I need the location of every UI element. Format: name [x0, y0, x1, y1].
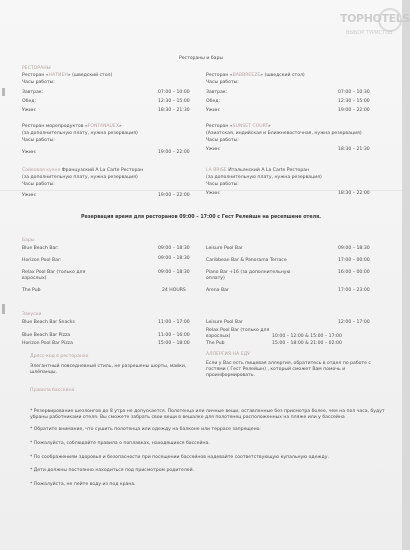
- snacks-heading: Закуски: [22, 312, 42, 317]
- page-title: Рестораны и бары: [178, 56, 224, 61]
- bar-name-cont: взрослых): [22, 276, 47, 281]
- margin-ink-mark: [2, 88, 5, 96]
- meal-label: Завтрак:: [206, 90, 228, 95]
- bar-hours: 24 HOURS: [162, 288, 186, 293]
- pool-rules-heading: Правила бассейна: [30, 388, 75, 393]
- bar-name: Caribbean Bar & Panorama Terrace: [206, 258, 287, 263]
- bar-hours: 17:00 – 23:00: [338, 288, 370, 293]
- pool-rule: * Резервирование шезлонгов до 8 утра не допускается. Полотенца или личные вещи, оставленные без присмотра более, чем на пол часа, будут: [30, 409, 385, 414]
- snack-name: Horizon Pool Bar Pizza: [22, 341, 73, 346]
- bar-name: Relax Pool Bar (только для: [22, 270, 86, 275]
- hours-label: Часы работы:: [206, 138, 239, 143]
- meal-label: Обед:: [206, 99, 220, 104]
- pool-rule-cont: убраны работниками отеля. Вы сможете забрать свои вещи в вешалке для полотенец расположенных на пляже или у бассейна: [30, 415, 345, 420]
- bar-name: Piano Bar +16 (за дополнительную: [206, 270, 291, 275]
- meal-time: 19:00 – 22:00: [158, 150, 190, 155]
- pool-rule: * Пожалуйста, соблюдайте правила о поплавках, находящихся бассейна.: [30, 441, 210, 446]
- restaurant-note: (за дополнительную плату, нужна резервация): [206, 175, 322, 180]
- allergy-text: проинформировать.: [206, 373, 255, 378]
- bar-hours: 09:00 – 18:30: [338, 246, 370, 251]
- snack-name-cont: взрослых): [206, 334, 231, 339]
- hours-label: Часы работы:: [206, 182, 239, 187]
- bar-hours: 16:00 – 00:00: [338, 270, 370, 275]
- snack-hours: 12:00 – 17:00: [338, 320, 370, 325]
- meal-label: Обед:: [22, 99, 36, 104]
- restaurant-name: Ресторан «НАТИЕН» (шведский стол): [22, 73, 113, 78]
- meal-time: 19:00 – 22:00: [338, 108, 370, 113]
- meal-label: Ужин:: [206, 147, 221, 152]
- restaurant-name: Ресторан «SUNSET COURT»: [206, 124, 271, 129]
- bar-hours: 09:00 – 18:30: [158, 256, 190, 261]
- restaurant-note: (за дополнительную плату, нужна резервация): [22, 131, 138, 136]
- allergy-text: гостями ( Гест Релейшн) , который сможет Вам помочь и: [206, 367, 346, 372]
- tophotels-watermark-logo: [340, 8, 410, 48]
- bar-hours: 09:00 – 18:30: [158, 246, 190, 251]
- meal-label: Ужин:: [206, 108, 221, 113]
- meal-time: 18:30 – 21:30: [158, 108, 190, 113]
- meal-time: 07:00 – 10:30: [338, 90, 370, 95]
- restaurant-name: LA BRISE Итальянский A La Carte Ресторан: [206, 168, 310, 173]
- restaurant-name: Сойвовая кухня Французский A La Carte Ресторан: [22, 168, 144, 173]
- restaurant-note: (Азиатская, индийская и Ближневосточная, нужна резервация): [206, 131, 362, 136]
- snack-hours: 15:00 – 18:00: [158, 341, 190, 346]
- pool-rule: * Пожалуйста, не пейте воду из под крана.: [30, 482, 136, 487]
- snack-name: The Pub: [206, 341, 225, 346]
- bar-name: Arena Bar: [206, 288, 229, 293]
- pool-rule: * Дети должны постоянно находиться под присмотром родителей.: [30, 468, 195, 473]
- margin-ink-mark: [2, 304, 5, 314]
- meal-time: 12:30 – 15:00: [158, 99, 190, 104]
- hours-label: Часы работы:: [22, 182, 55, 187]
- pool-rule: * По соображениям здоровья и безопасности при посещении бассейнов надевайте соответствующую купальную одежду.: [30, 455, 329, 460]
- snack-hours: 11:00 – 17:00: [158, 320, 190, 325]
- snack-hours: 10:00 – 12:00 & 15:00 – 17:00: [272, 334, 342, 339]
- restaurant-name: Ресторан морепродуктов «FONTANAUEX»: [22, 124, 122, 129]
- dress-code-heading: Дресс-код в ресторанах: [30, 354, 89, 359]
- watermark-brand: TOPHOTELS: [340, 12, 410, 25]
- bar-name: Blue Beach Bar:: [22, 246, 59, 251]
- allergy-heading: АЛЛЕРГИЯ НА ЕДУ: [206, 352, 250, 357]
- snack-name: Blue Beach Bar Pizza: [22, 333, 71, 338]
- bar-name: Leisure Pool Bar: [206, 246, 243, 251]
- snack-name: Blue Beach Bar Snacks: [22, 320, 75, 325]
- meal-time: 12:30 – 15:00: [338, 99, 370, 104]
- bar-name: The Pub: [22, 288, 41, 293]
- pool-rule: * Обратите внимание, что сушить полотенца или одежду на балконе или террасе запрещено.: [30, 427, 261, 432]
- restaurant-name: Ресторан «BABBREEZE» (шведский стол): [206, 73, 305, 78]
- snack-hours: 15:00 – 18:00 & 21:00 – 02:00: [272, 341, 342, 346]
- bars-heading: Бары: [22, 238, 35, 243]
- dress-code-text: Элегантный повседневный стиль, не разрешены шорты, майки,: [30, 364, 187, 369]
- meal-label: Ужин:: [22, 108, 37, 113]
- meal-label: Завтрак:: [22, 90, 44, 95]
- bar-name: Horizon Pool Bar:: [22, 258, 62, 263]
- bar-hours: 17:00 – 00:00: [338, 258, 370, 263]
- bar-hours: 09:00 – 18:30: [158, 270, 190, 275]
- meal-time: 18:30 – 21:30: [338, 147, 370, 152]
- meal-label: Ужин:: [206, 191, 221, 196]
- restaurants-heading: РЕСТОРАНЫ: [22, 66, 51, 71]
- snack-hours: 11:00 – 16:00: [158, 333, 190, 338]
- meal-label: Ужин:: [22, 150, 37, 155]
- snack-name: Relax Pool Bar (только для: [206, 328, 270, 333]
- reservation-note: Резервация время для ресторанов 09:00 – 17:00 с Гест Релейшн на ресепшене отеля.: [81, 215, 321, 220]
- meal-time: 07:00 – 10:00: [158, 90, 190, 95]
- hours-label: Часы работы:: [206, 80, 239, 85]
- allergy-text: Если у Вас есть пищевая аллергия, обратитесь в отдел по работе с: [206, 361, 371, 366]
- hours-label: Часы работы:: [22, 80, 55, 85]
- bar-name-cont: оплату): [206, 276, 225, 281]
- watermark-subtitle: ВЫБОР ТУРИСТОВ: [346, 30, 393, 36]
- meal-time: 18:30 – 22:00: [338, 191, 370, 196]
- dress-code-text: шлёпанцы.: [30, 370, 58, 375]
- meal-time: 19:00 – 22:00: [158, 193, 190, 198]
- hours-label: Часы работы:: [22, 138, 55, 143]
- meal-label: Ужин:: [22, 193, 37, 198]
- restaurant-note: (за дополнительную плату, нужна резервация): [22, 175, 138, 180]
- snack-name: Leisure Pool Bar: [206, 320, 243, 325]
